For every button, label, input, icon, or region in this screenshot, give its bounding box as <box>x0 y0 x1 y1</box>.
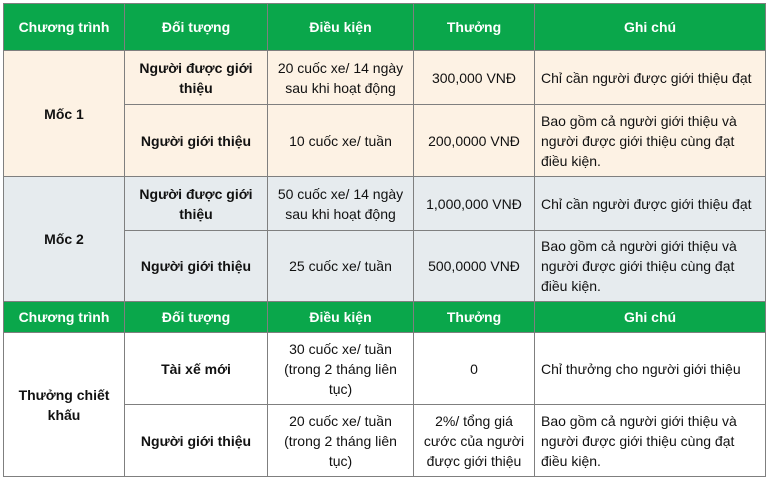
header-program: Chương trình <box>4 302 125 333</box>
target-cell: Người giới thiệu <box>125 405 268 477</box>
target-cell: Người giới thiệu <box>125 231 268 302</box>
note-cell: Bao gồm cả người giới thiệu và người được giới thiệu cùng đạt điều kiện. <box>535 105 766 177</box>
program-cell: Mốc 1 <box>4 51 125 177</box>
reward-table <box>3 3 766 477</box>
program-cell: Thưởng chiết khấu <box>4 333 125 477</box>
header-row <box>4 302 766 333</box>
header-condition: Điều kiện <box>268 302 414 333</box>
header-note: Ghi chú <box>535 302 766 333</box>
condition-cell: 10 cuốc xe/ tuần <box>268 105 414 177</box>
table-row <box>4 177 766 231</box>
table-row <box>4 333 766 405</box>
header-target: Đối tượng <box>125 302 268 333</box>
bonus-cell: 1,000,000 VNĐ <box>414 177 535 231</box>
header-bonus: Thưởng <box>414 302 535 333</box>
condition-cell: 50 cuốc xe/ 14 ngày sau khi hoạt động <box>268 177 414 231</box>
note-cell: Bao gồm cả người giới thiệu và người được giới thiệu cùng đạt điều kiện. <box>535 231 766 302</box>
bonus-cell: 2%/ tổng giá cước của người được giới thiệu <box>414 405 535 477</box>
header-program: Chương trình <box>4 4 125 51</box>
target-cell: Người được giới thiệu <box>125 51 268 105</box>
target-cell: Người giới thiệu <box>125 105 268 177</box>
bonus-cell: 200,0000 VNĐ <box>414 105 535 177</box>
condition-cell: 20 cuốc xe/ 14 ngày sau khi hoạt động <box>268 51 414 105</box>
note-cell: Chỉ cần người được giới thiệu đạt <box>535 177 766 231</box>
condition-cell: 30 cuốc xe/ tuần (trong 2 tháng liên tục) <box>268 333 414 405</box>
bonus-cell: 0 <box>414 333 535 405</box>
bonus-cell: 300,000 VNĐ <box>414 51 535 105</box>
header-condition: Điều kiện <box>268 4 414 51</box>
note-cell: Chỉ cần người được giới thiệu đạt <box>535 51 766 105</box>
condition-cell: 20 cuốc xe/ tuần (trong 2 tháng liên tục) <box>268 405 414 477</box>
header-target: Đối tượng <box>125 4 268 51</box>
target-cell: Người được giới thiệu <box>125 177 268 231</box>
program-cell: Mốc 2 <box>4 177 125 302</box>
bonus-cell: 500,0000 VNĐ <box>414 231 535 302</box>
condition-cell: 25 cuốc xe/ tuần <box>268 231 414 302</box>
header-bonus: Thưởng <box>414 4 535 51</box>
note-cell: Chỉ thưởng cho người giới thiệu <box>535 333 766 405</box>
target-cell: Tài xế mới <box>125 333 268 405</box>
header-note: Ghi chú <box>535 4 766 51</box>
note-cell: Bao gồm cả người giới thiệu và người được giới thiệu cùng đạt điều kiện. <box>535 405 766 477</box>
table-row <box>4 51 766 105</box>
header-row <box>4 4 766 51</box>
